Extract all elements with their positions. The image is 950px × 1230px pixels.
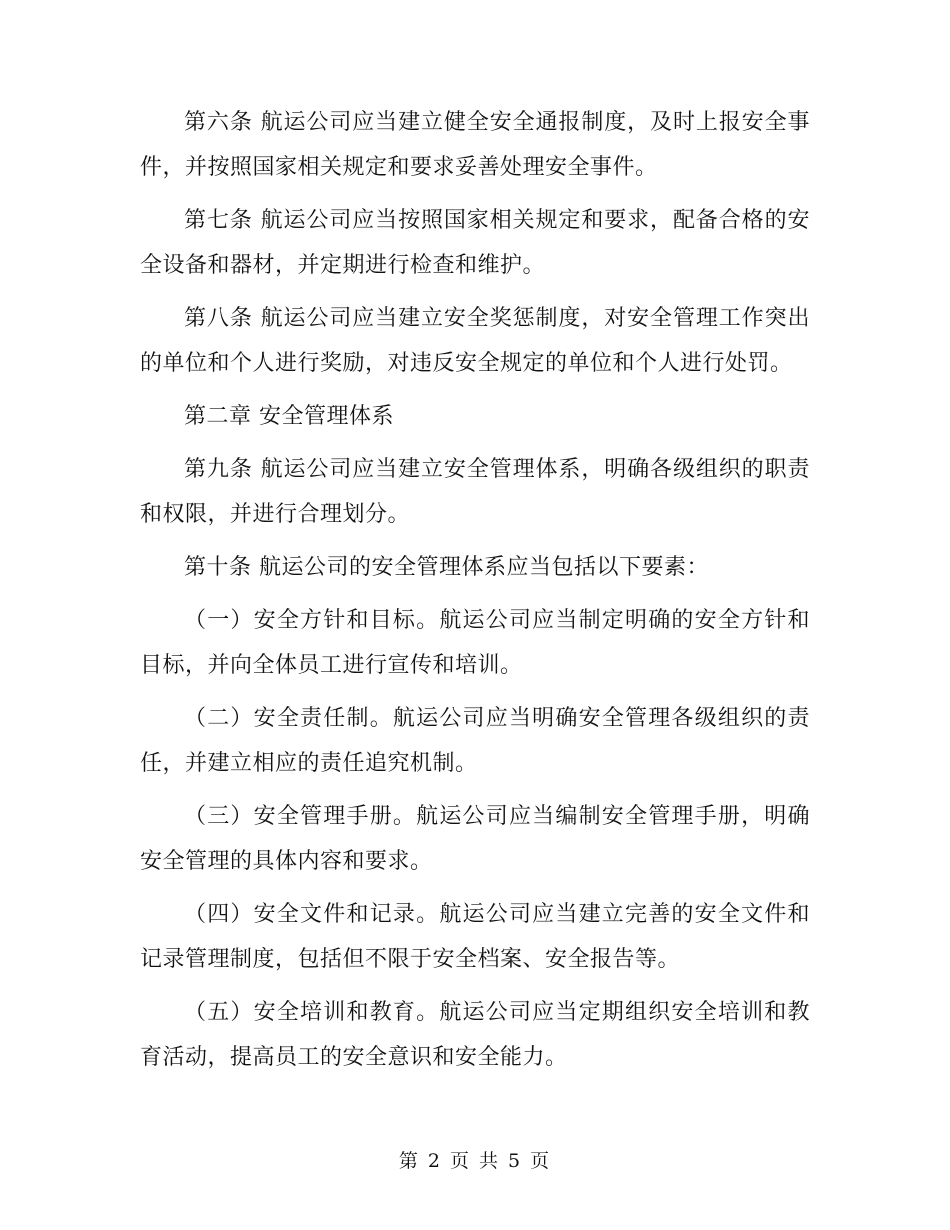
list-item-2: （二）安全责任制。航运公司应当明确安全管理各级组织的责任，并建立相应的责任追究机制。 (140, 706, 810, 776)
list-item-1: （一）安全方针和目标。航运公司应当制定明确的安全方针和目标，并向全体员工进行宣传和培训。 (140, 608, 810, 678)
paragraph-article-9: 第九条 航运公司应当建立安全管理体系，明确各级组织的职责和权限，并进行合理划分。 (140, 457, 810, 527)
paragraph-article-10: 第十条 航运公司的安全管理体系应当包括以下要素： (184, 555, 709, 580)
chapter-heading: 第二章 安全管理体系 (184, 404, 394, 429)
page-number-footer: 第 2 页 共 5 页 (398, 1150, 552, 1172)
paragraph-article-8: 第八条 航运公司应当建立安全奖惩制度，对安全管理工作突出的单位和个人进行奖励，对违反安全规定的单位和个人进行处罚。 (140, 306, 810, 376)
list-item-5: （五）安全培训和教育。航运公司应当定期组织安全培训和教育活动，提高员工的安全意识和安全能力。 (140, 1000, 810, 1070)
paragraph-article-6: 第六条 航运公司应当建立健全安全通报制度，及时上报安全事件，并按照国家相关规定和要求妥善处理安全事件。 (140, 110, 810, 180)
list-item-3: （三）安全管理手册。航运公司应当编制安全管理手册，明确安全管理的具体内容和要求。 (140, 804, 810, 874)
paragraph-article-7: 第七条 航运公司应当按照国家相关规定和要求，配备合格的安全设备和器材，并定期进行检查和维护。 (140, 208, 810, 278)
document-body (140, 100, 810, 1080)
list-item-4: （四）安全文件和记录。航运公司应当建立完善的安全文件和记录管理制度，包括但不限于安全档案、安全报告等。 (140, 902, 810, 972)
